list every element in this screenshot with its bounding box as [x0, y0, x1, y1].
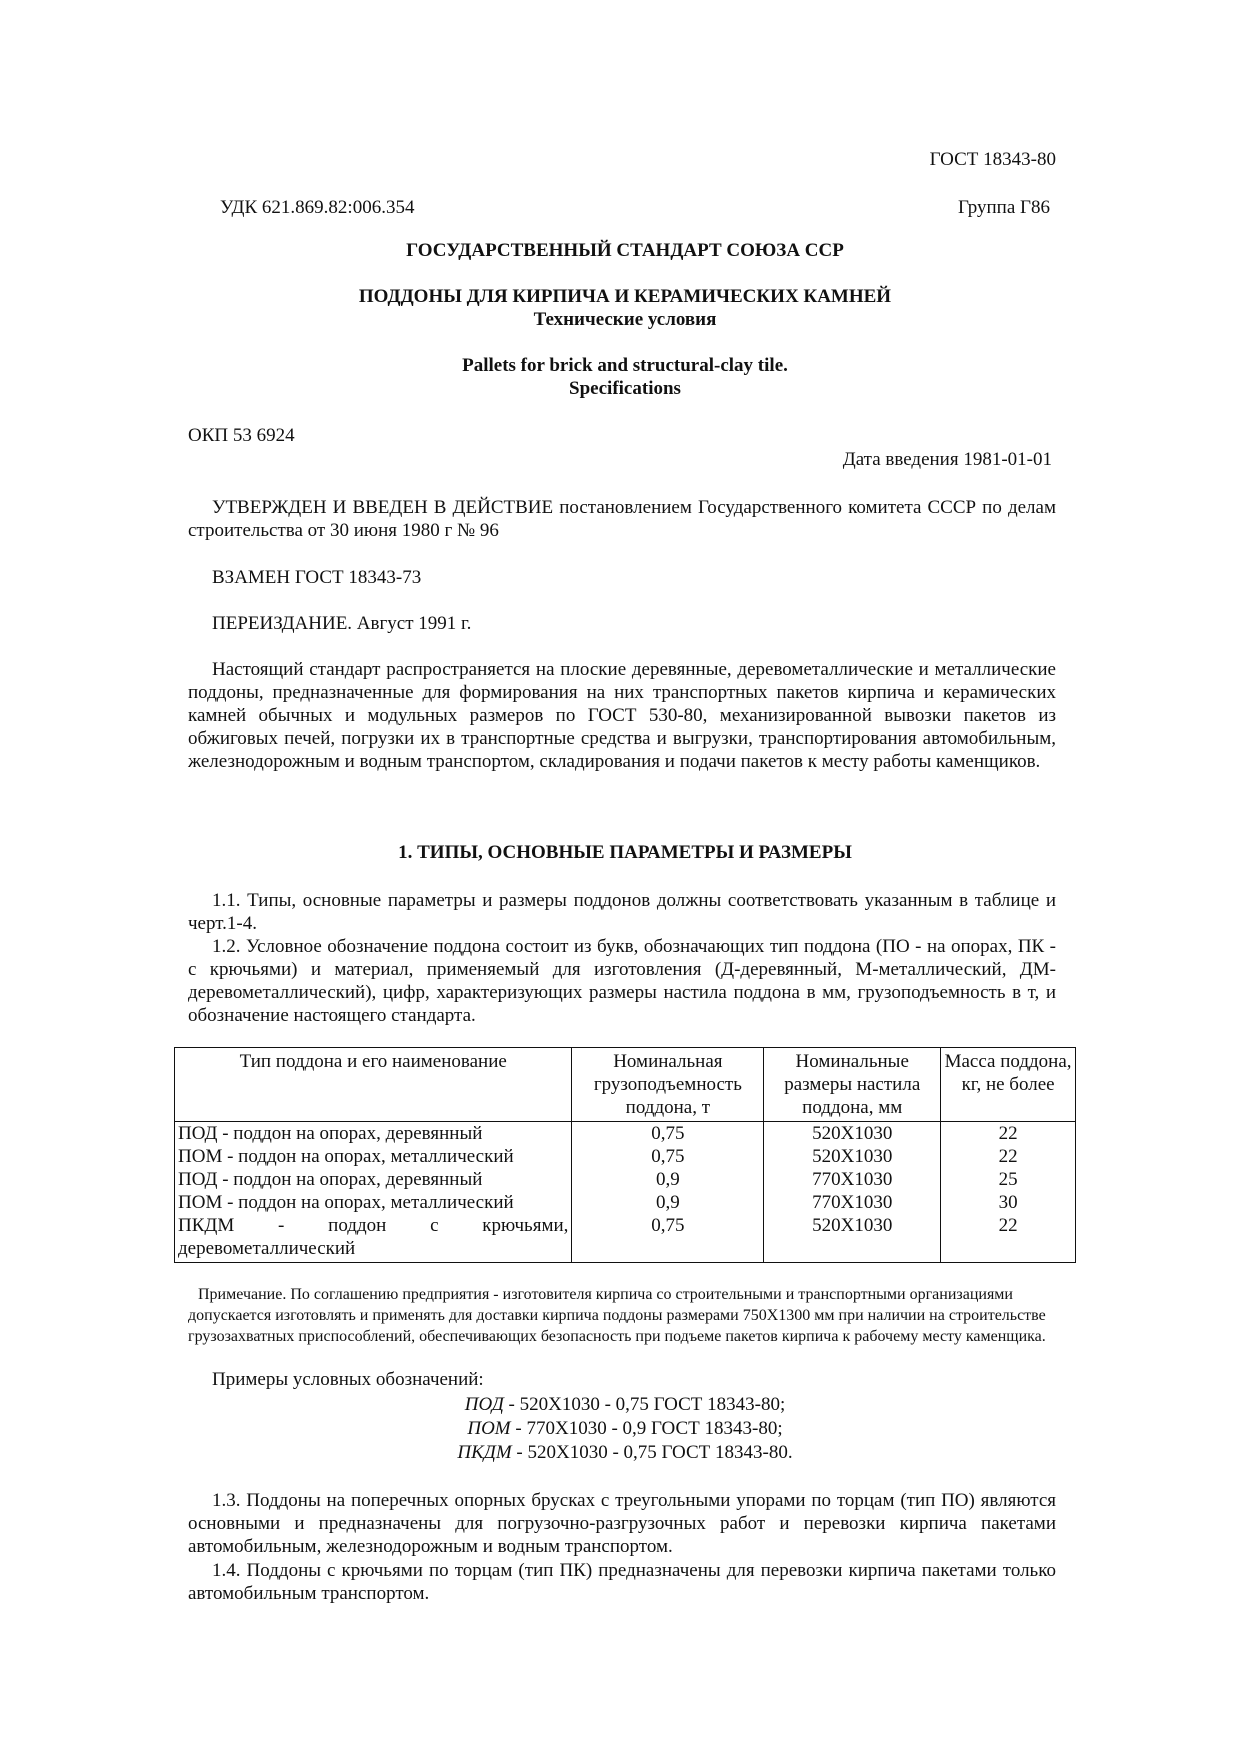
document-subtitle: Технические условия — [533, 309, 717, 330]
example-text: - 520Х1030 - 0,75 ГОСТ 18343-80. — [511, 1442, 793, 1463]
paragraph-1-1: 1.1. Типы, основные параметры и размеры поддонов должны соответствовать указанным в таблице и черт.1-4. — [188, 890, 1056, 934]
example-line — [174, 1393, 1076, 1417]
table-row — [175, 1122, 1076, 1146]
cell-capacity: 0,75 — [572, 1145, 764, 1168]
examples-title: Примеры условных обозначений: — [212, 1369, 484, 1390]
table-note: Примечание. По соглашению предприятия - изготовителя кирпича со строительными и транспортными организациями допускается изготовлять и применять для доставки кирпича поддоны размерами 750Х1300 мм при наличии на строительстве грузозахватных приспособлений, обеспечивающих безопасность при подъеме пакетов кирпича к рабочему месту каменщика. — [188, 1286, 1046, 1345]
example-line — [174, 1441, 1076, 1465]
cell-type: ПОМ - поддон на опорах, металлический — [175, 1191, 572, 1214]
udk-code: УДК 621.869.82:006.354 — [220, 197, 415, 218]
header-type: Тип поддона и его наименование — [175, 1048, 572, 1122]
section-heading: 1. ТИПЫ, ОСНОВНЫЕ ПАРАМЕТРЫ И РАЗМЕРЫ — [398, 842, 852, 863]
table-row — [175, 1168, 1076, 1191]
pallet-specs-table — [174, 1047, 1076, 1263]
cell-type: ПОМ - поддон на опорах, металлический — [175, 1145, 572, 1168]
cell-dimensions: 770Х1030 — [764, 1168, 941, 1191]
table-header-row — [175, 1048, 1076, 1122]
gost-number: ГОСТ 18343-80 — [929, 149, 1056, 170]
cell-mass: 22 — [941, 1122, 1076, 1146]
standard-title: ГОСУДАРСТВЕННЫЙ СТАНДАРТ СОЮЗА ССР — [406, 240, 844, 261]
scope-paragraph: Настоящий стандарт распространяется на плоские деревянные, деревометаллические и металлические поддоны, предназначенные для формирования на них транспортных пакетов кирпича и керамических камней обычных и модульных размеров по ГОСТ 530-80, механизированной вывозки пакетов из обжиговых печей, погрузки их в транспортные средства и выгрузки, транспортирования автомобильным, железнодорожным и водным транспортом, складирования и подачи пакетов к месту работы каменщиков. — [188, 659, 1056, 772]
example-text: - 770Х1030 - 0,9 ГОСТ 18343-80; — [510, 1418, 783, 1439]
example-text: - 520Х1030 - 0,75 ГОСТ 18343-80; — [503, 1394, 786, 1415]
replaces-paragraph: ВЗАМЕН ГОСТ 18343-73 — [212, 567, 422, 588]
cell-dimensions: 520Х1030 — [764, 1145, 941, 1168]
cell-capacity: 0,9 — [572, 1191, 764, 1214]
example-code: ПКДМ — [457, 1442, 512, 1463]
cell-dimensions: 770Х1030 — [764, 1191, 941, 1214]
cell-mass: 22 — [941, 1145, 1076, 1168]
header-mass: Масса поддона, кг, не более — [941, 1048, 1076, 1122]
cell-mass: 30 — [941, 1191, 1076, 1214]
cell-dimensions: 520Х1030 — [764, 1214, 941, 1263]
okp-code: ОКП 53 6924 — [188, 425, 295, 446]
cell-mass: 22 — [941, 1214, 1076, 1263]
english-title: Pallets for brick and structural-clay tile. — [462, 355, 788, 376]
cell-type: ПОД - поддон на опорах, деревянный — [175, 1168, 572, 1191]
approval-paragraph: УТВЕРЖДЕН И ВВЕДЕН В ДЕЙСТВИЕ постановлением Государственного комитета СССР по делам строительства от 30 июня 1980 г № 96 — [188, 497, 1056, 541]
table-row — [175, 1214, 1076, 1263]
reissue-paragraph: ПЕРЕИЗДАНИЕ. Август 1991 г. — [212, 613, 472, 634]
cell-type: ПКДМ - поддон с крючьями, деревометаллический — [175, 1214, 572, 1263]
cell-capacity: 0,75 — [572, 1214, 764, 1263]
example-code: ПОМ — [467, 1418, 511, 1439]
header-dimensions: Номинальные размеры настила поддона, мм — [764, 1048, 941, 1122]
cell-type: ПОД - поддон на опорах, деревянный — [175, 1122, 572, 1146]
english-subtitle: Specifications — [569, 378, 681, 399]
paragraph-1-4: 1.4. Поддоны с крючьями по торцам (тип ПК) предназначены для перевозки кирпича пакетами только автомобильным транспортом. — [188, 1560, 1056, 1604]
cell-dimensions: 520Х1030 — [764, 1122, 941, 1146]
paragraph-1-2: 1.2. Условное обозначение поддона состоит из букв, обозначающих тип поддона (ПО - на опорах, ПК - с крючьями) и материал, применяемый для изготовления (Д-деревянный, М-металлический, ДМ-деревометаллический), цифр, характеризующих размеры настила поддона в мм, грузоподъемность в т, и обозначение настоящего стандарта. — [188, 936, 1056, 1026]
introduction-date: Дата введения 1981-01-01 — [842, 449, 1052, 470]
table-row — [175, 1191, 1076, 1214]
example-code: ПОД — [464, 1394, 504, 1415]
example-line — [174, 1417, 1076, 1441]
cell-capacity: 0,75 — [572, 1122, 764, 1146]
cell-capacity: 0,9 — [572, 1168, 764, 1191]
table-row — [175, 1145, 1076, 1168]
group-code: Группа Г86 — [957, 197, 1050, 218]
header-capacity: Номинальная грузоподъемность поддона, т — [572, 1048, 764, 1122]
cell-mass: 25 — [941, 1168, 1076, 1191]
document-title: ПОДДОНЫ ДЛЯ КИРПИЧА И КЕРАМИЧЕСКИХ КАМНЕЙ — [358, 286, 892, 307]
paragraph-1-3: 1.3. Поддоны на поперечных опорных брусках с треугольными упорами по торцам (тип ПО) являются основными и предназначены для погрузочно-разгрузочных работ и перевозки кирпича пакетами автомобильным, железнодорожным и водным транспортом. — [188, 1490, 1056, 1557]
